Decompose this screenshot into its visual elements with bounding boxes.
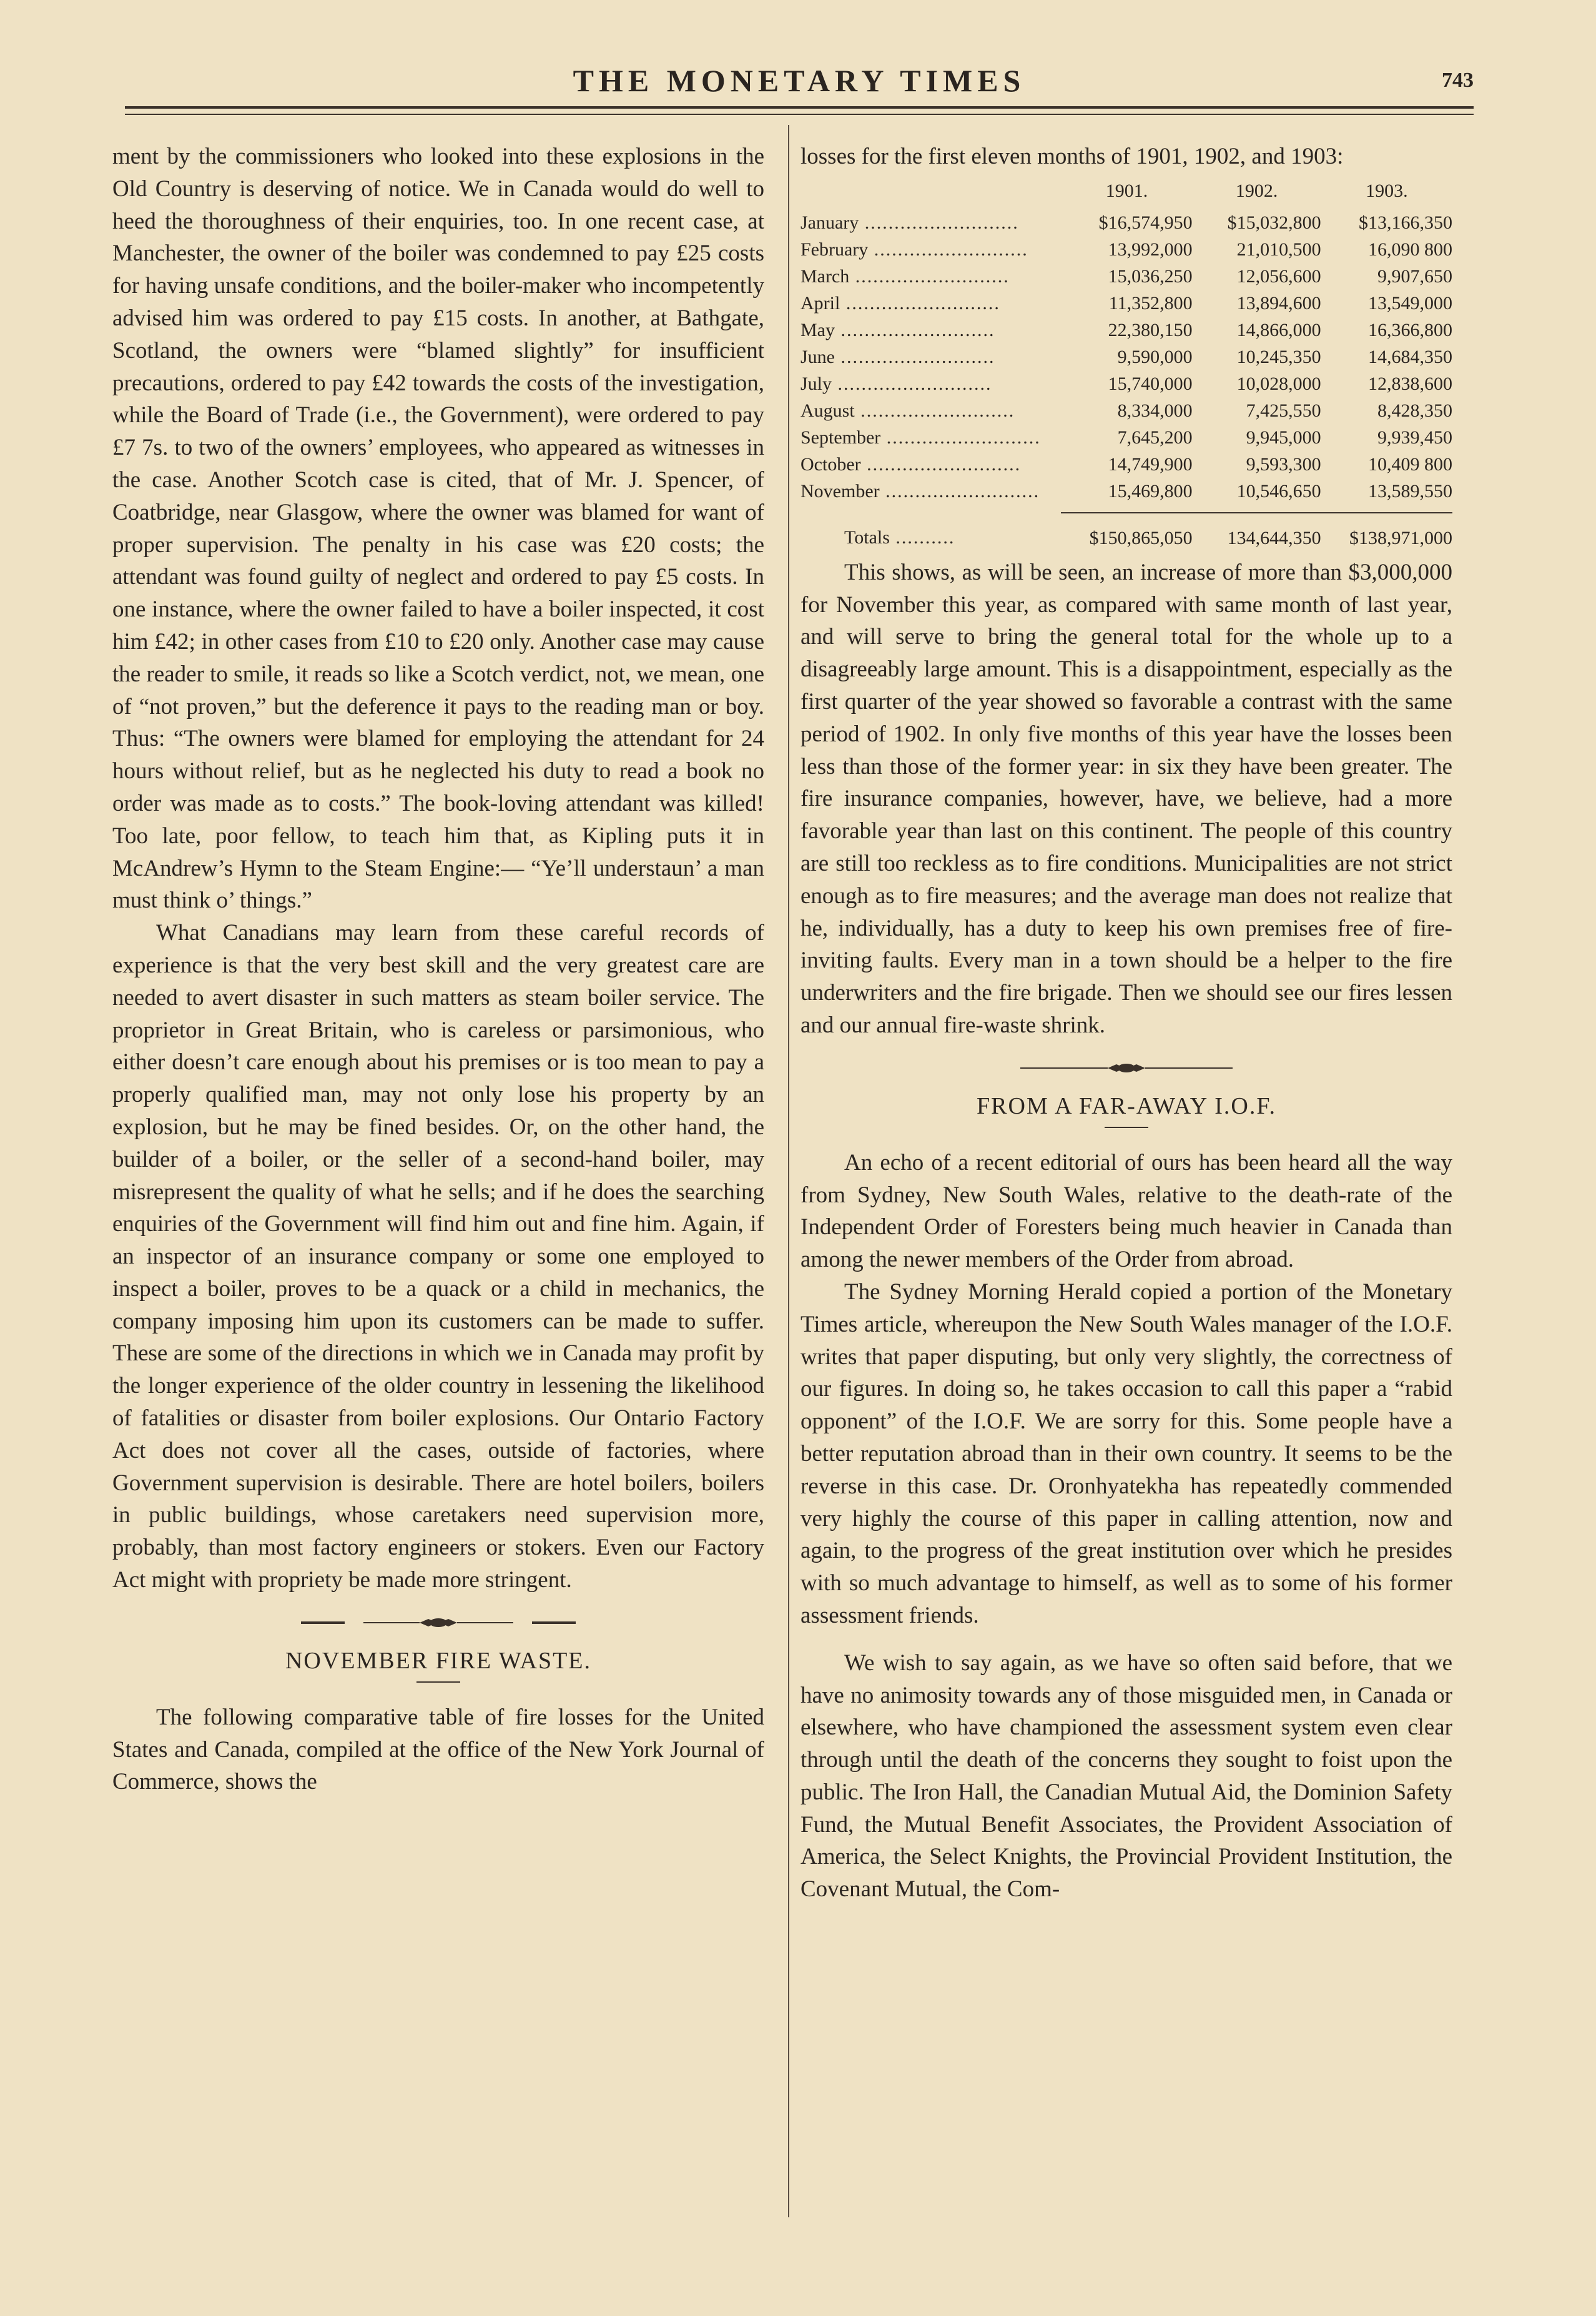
separator-rule — [1193, 505, 1321, 513]
table-row — [800, 478, 1452, 505]
year-header-1903: 1903. — [1366, 180, 1408, 201]
loss-value-cell: 13,992,000 — [1108, 239, 1193, 260]
month-label: March — [800, 265, 850, 287]
month-label: May — [800, 319, 835, 340]
loss-value-cell: 14,749,900 — [1108, 453, 1193, 475]
loss-value-cell: 9,593,300 — [1246, 453, 1321, 475]
month-cell — [800, 451, 1061, 478]
loss-value-cell: 10,409 800 — [1368, 453, 1452, 475]
totals-row — [800, 513, 1452, 552]
ornament-rule-icon — [301, 1616, 576, 1629]
separator-rule — [1061, 505, 1192, 513]
leader-dots: .......................... — [860, 453, 1022, 475]
section-ornament — [800, 1061, 1452, 1073]
loss-value-cell: 22,380,150 — [1108, 319, 1193, 340]
loss-value-cell: 15,469,800 — [1108, 480, 1193, 502]
fire-analysis-paragraph: This shows, as will be seen, an increase of more than $3,000,000 for November this year, as compared with same month of last year, and will serve to bring the general total for the whole up to a disagreeably large amount. This is a disappointment, especially as the first quarter of the year showed so favorable a contrast with the same period of 1902. In only five months of this year have the losses been less than those of the former year: in six they have been greater. The fire insurance companies, however, have, we believe, had a more favorable year than last on this continent. The people of this country are still too reckless as to fire conditions. Municipalities are not strict enough as to fire measures; and the average man does not realize that he, individually, has a duty to keep his own premises free of fire-inviting faults. Every man in a town should be a helper to the fire underwriters and the fire brigade. Then we should see our fires lessen and our annual fire-waste shrink. — [800, 559, 1452, 1038]
month-cell — [800, 344, 1061, 370]
loss-value-cell: 13,894,600 — [1236, 292, 1321, 314]
loss-value-cell: 7,425,550 — [1246, 400, 1321, 421]
table-row — [800, 451, 1452, 478]
table-row — [800, 370, 1452, 397]
loss-value-cell: 11,352,800 — [1108, 292, 1193, 314]
loss-value-cell: 15,740,000 — [1108, 373, 1193, 394]
month-cell — [800, 290, 1061, 317]
table-row — [800, 236, 1452, 263]
loss-value-cell: 12,838,600 — [1368, 373, 1452, 394]
loss-value-cell: 7,645,200 — [1117, 427, 1193, 448]
loss-value-cell: 13,589,550 — [1368, 480, 1452, 502]
column-divider — [788, 125, 789, 2217]
month-label: April — [800, 292, 840, 314]
loss-value-cell: 16,090 800 — [1368, 239, 1452, 260]
fire-losses-table — [800, 177, 1452, 552]
leader-dots: .......................... — [835, 346, 995, 367]
table-row — [800, 397, 1452, 424]
loss-value-cell: 9,945,000 — [1246, 427, 1321, 448]
table-body — [800, 209, 1452, 552]
loss-value-cell: $13,166,350 — [1359, 212, 1452, 233]
table-row — [800, 344, 1452, 370]
month-cell — [800, 209, 1061, 236]
month-cell — [800, 478, 1061, 505]
leader-dots: .......................... — [880, 427, 1041, 448]
table-header-row — [800, 177, 1452, 209]
leader-dots: .......................... — [879, 480, 1040, 502]
table-row — [800, 263, 1452, 290]
loss-value-cell: 10,546,650 — [1236, 480, 1321, 502]
loss-value-cell: 12,056,600 — [1236, 265, 1321, 287]
table-intro: losses for the first eleven months of 1901, 1902, and 1903: — [800, 144, 1344, 169]
leader-dots: .......................... — [854, 400, 1015, 421]
loss-value-cell: 9,939,450 — [1377, 427, 1452, 448]
page-number: 743 — [1442, 69, 1474, 92]
publication-title: THE MONETARY TIMES — [573, 63, 1026, 98]
month-label: November — [800, 480, 880, 502]
leader-dots: .......................... — [859, 212, 1019, 233]
year-header-1902: 1902. — [1235, 180, 1278, 201]
month-label: June — [800, 346, 835, 367]
separator-rule — [1321, 505, 1452, 513]
table-row — [800, 424, 1452, 451]
iof-paragraph-3: We wish to say again, as we have so often said before, that we have no animosity towards any of those misguided men, in Canada or elsewhere, who have championed the assessment system even clear through until the death of the concerns they sought to foist upon the public. The Iron Hall, the Canadian Mutual Aid, the Dominion Safety Fund, the Mutual Benefit Associates, the Provident Association of America, the Select Knights, the Provincial Provident Institution, the Covenant Mutual, the Com- — [800, 1650, 1452, 1903]
fire-waste-heading: NOVEMBER FIRE WASTE. — [285, 1647, 592, 1674]
year-header-1901: 1901. — [1105, 180, 1148, 201]
boiler-paragraph-2: What Canadians may learn from these careful records of experience is that the very best skill and the very greatest care are needed to avert disaster in such matters as steam boiler service. The proprietor in Great Britain, who is careless or parsimonious, who either doesn’t care enough about his premises or is too mean to pay a properly qualified man, may not only lose his property by an explosion, but he may be fined besides. Or, on the other hand, the builder of a boiler, or the seller of a second-hand boiler, may misrepresent the quality of what he sells; and if he does the searching enquiries of the Government will find him out and fine him. Again, if an inspector of an insurance company or some one employed to inspect a boiler, proves to be a quack or a child in mechanics, the company imposing him upon its customers can be made to suffer. These are some of the directions in which we in Canada may profit by the longer experience of the older country in lessening the likelihood of fatalities or disaster from boiler explosions. Our Ontario Factory Act does not cover all the cases, outside of factories, where Government supervision is desirable. There are hotel boilers, boilers in public buildings, whose caretakers need supervision more, probably, than most factory engineers or stokers. Even our Factory Act might with propriety be made more stringent. — [112, 920, 764, 1593]
ornament-rule-icon — [1020, 1062, 1233, 1074]
loss-value-cell: 10,028,000 — [1236, 373, 1321, 394]
month-cell — [800, 263, 1061, 290]
loss-value-cell: 14,866,000 — [1236, 319, 1321, 340]
fire-waste-intro: The following comparative table of fire losses for the United States and Canada, compiled at the office of the New York Journal of Commerce, shows the — [112, 1704, 764, 1795]
loss-value-cell: 21,010,500 — [1236, 239, 1321, 260]
month-label: July — [800, 373, 832, 394]
header-rule-thin — [125, 114, 1474, 115]
loss-value-cell: 9,590,000 — [1117, 346, 1193, 367]
separator-cell — [800, 505, 1061, 513]
total-value-cell: $138,971,000 — [1349, 527, 1452, 548]
month-label: February — [800, 239, 869, 260]
loss-value-cell: 14,684,350 — [1368, 346, 1452, 367]
table-row — [800, 290, 1452, 317]
table-row — [800, 317, 1452, 344]
total-value-cell: $150,865,050 — [1089, 527, 1193, 548]
section-ornament — [112, 1615, 764, 1628]
leader-dots: .......... — [889, 527, 955, 548]
loss-value-cell: $15,032,800 — [1227, 212, 1321, 233]
month-cell — [800, 424, 1061, 451]
totals-separator — [800, 505, 1452, 513]
iof-heading: FROM A FAR-AWAY I.O.F. — [977, 1092, 1276, 1119]
totals-label: Totals — [844, 527, 890, 548]
month-cell — [800, 236, 1061, 263]
month-label: January — [800, 212, 859, 233]
month-label: September — [800, 427, 881, 448]
month-header — [800, 177, 1061, 209]
month-label: August — [800, 400, 855, 421]
loss-value-cell: 16,366,800 — [1368, 319, 1452, 340]
month-cell — [800, 397, 1061, 424]
loss-value-cell: 9,907,650 — [1377, 265, 1452, 287]
totals-label-cell — [800, 513, 1061, 552]
leader-dots: .......................... — [835, 319, 995, 340]
leader-dots: .......................... — [840, 292, 1000, 314]
loss-value-cell: 13,549,000 — [1368, 292, 1452, 314]
month-cell — [800, 317, 1061, 344]
heading-underline — [416, 1681, 460, 1683]
month-label: October — [800, 453, 861, 475]
leader-dots: .......................... — [849, 265, 1010, 287]
left-column — [112, 141, 764, 1798]
iof-paragraph-2: The Sydney Morning Herald copied a portion of the Monetary Times article, whereupon the New South Wales manager of the I.O.F. writes that paper disputing, but only very slightly, the correctness of our figures. In doing so, he takes occasion to call this paper a “rabid opponent” of the I.O.F. We are sorry for this. Some people have a better reputation abroad than in their own country. It seems to be the reverse in this case. Dr. Oronhyatekha has repeatedly commended very highly the course of this paper in calling attention, now and again, to the progress of the great institution over which he presides with so much advantage to himself, as well as to some of his former assessment friends. — [800, 1279, 1452, 1628]
loss-value-cell: 15,036,250 — [1108, 265, 1193, 287]
loss-value-cell: 8,428,350 — [1377, 400, 1452, 421]
loss-value-cell: 10,245,350 — [1236, 346, 1321, 367]
loss-value-cell: $16,574,950 — [1098, 212, 1193, 233]
header-rule-thick — [125, 106, 1474, 109]
loss-value-cell: 8,334,000 — [1117, 400, 1193, 421]
iof-paragraph-1: An echo of a recent editorial of ours has been heard all the way from Sydney, New South Wales, relative to the death-rate of the Independent Order of Foresters being much heavier in Canada than among the newer members of the Order from abroad. — [800, 1149, 1452, 1273]
boiler-paragraph-1: ment by the commissioners who looked into these explosions in the Old Country is deserving of notice. We in Canada would do well to heed the thoroughness of their enquiries, too. In one recent case, at Manchester, the owner of the boiler was condemned to pay £25 costs for having unsafe conditions, and the boiler-maker who incompetently advised him was ordered to pay £15 costs. In another, at Bathgate, Scotland, the owners were “blamed slightly” for insufficient precautions, ordered to pay £42 towards the costs of the investigation, while the Board of Trade (i.e., the Government), were ordered to pay £7 7s. to two of the owners’ employees, who appeared as witnesses in the case. Another Scotch case is cited, that of Mr. J. Spencer, of Coatbridge, near Glasgow, where the owner was blamed for want of proper supervision. The penalty in his case was £20 costs; the attendant was found guilty of neglect and ordered to pay £5 costs. In one instance, where the owner failed to have a boiler inspected, it cost him £42; in other cases from £10 to £20 only. Another case may cause the reader to smile, it reads so like a Scotch verdict, not, we mean, one of “not proven,” but the deference it pays to the reading man or boy. Thus: “The owners were blamed for employing the attendant for 24 hours without relief, but as he neglected his duty to read a book no order was made as to costs.” The book-loving attendant was killed! Too late, poor fellow, to teach him that, as Kipling puts it in McAndrew’s Hymn to the Steam Engine:— “Ye’ll understaun’ a man must think o’ things.” — [112, 144, 764, 914]
total-value-cell: 134,644,350 — [1227, 527, 1321, 548]
masthead — [125, 62, 1474, 106]
right-column — [800, 141, 1452, 1906]
leader-dots: .......................... — [868, 239, 1028, 260]
leader-dots: .......................... — [832, 373, 992, 394]
month-cell — [800, 370, 1061, 397]
table-row — [800, 209, 1452, 236]
heading-underline — [1105, 1127, 1148, 1128]
